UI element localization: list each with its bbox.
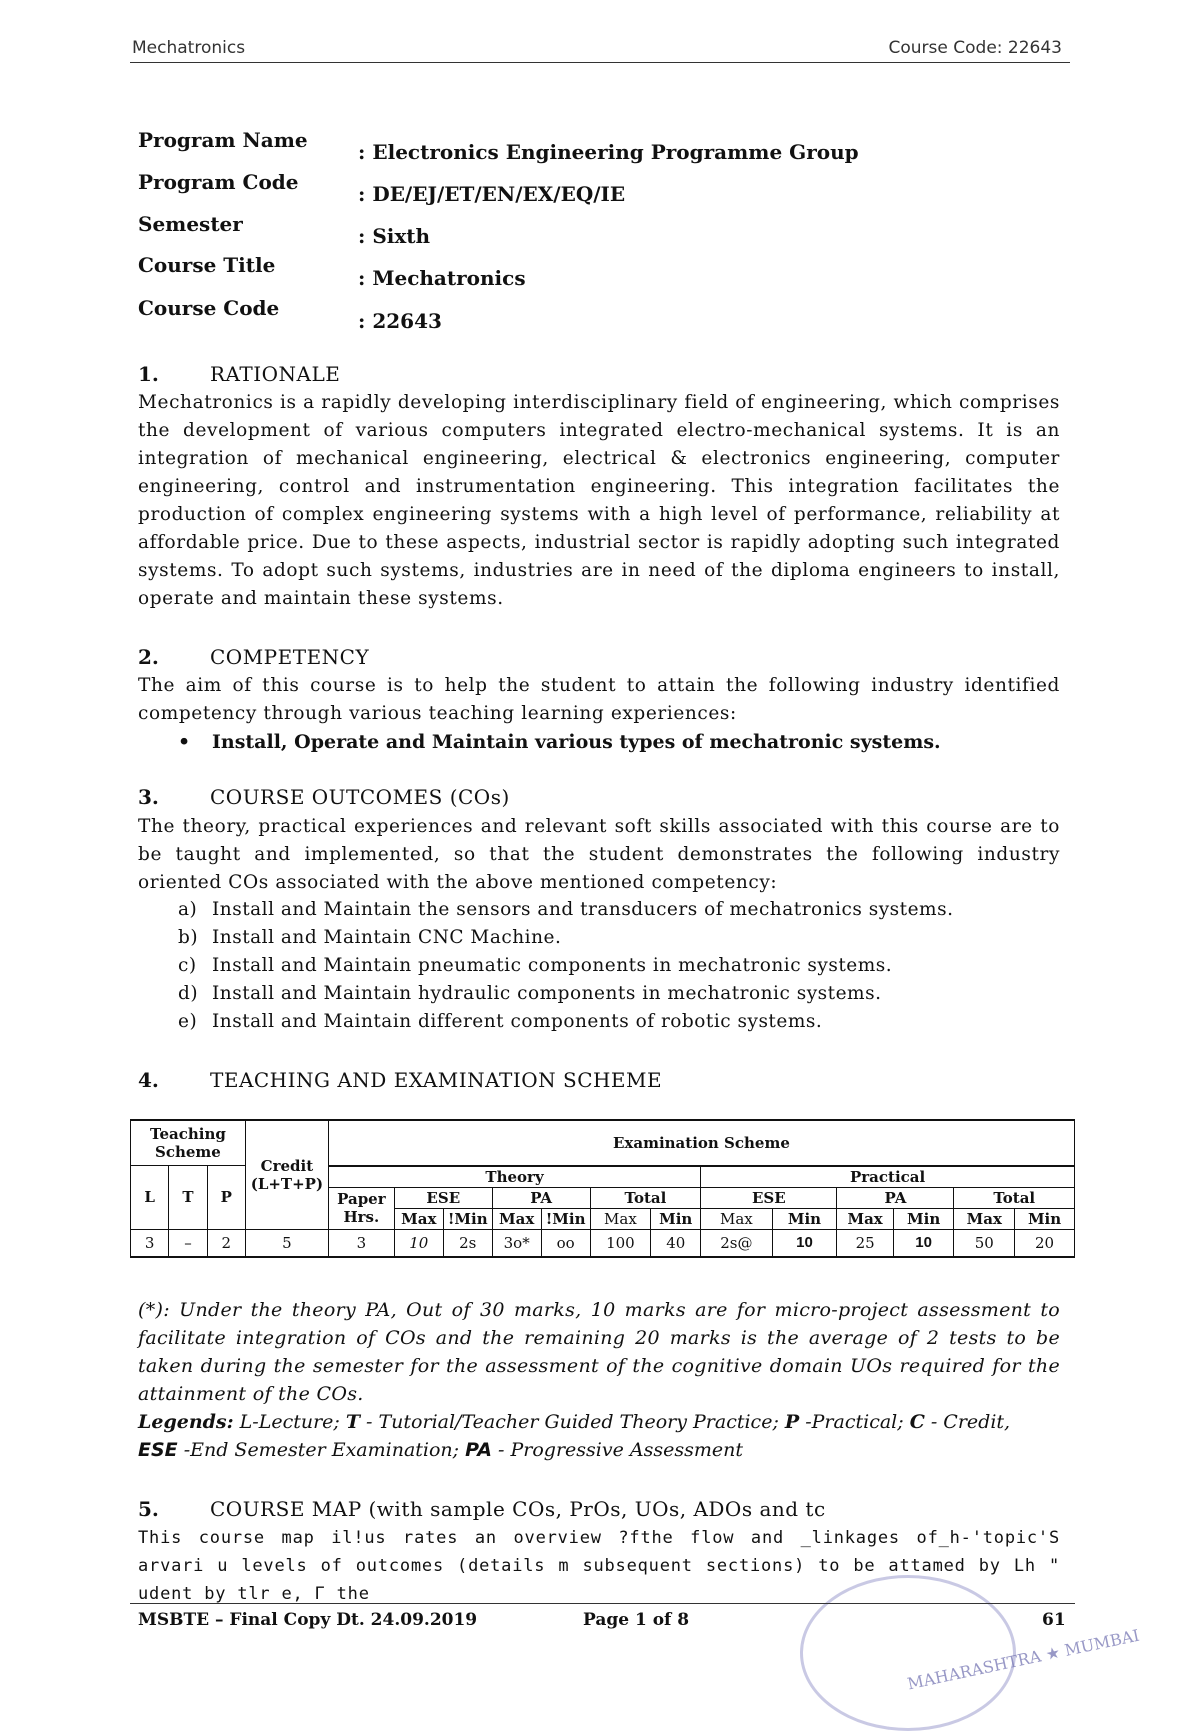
legend-l: L-Lecture; xyxy=(233,1411,346,1433)
cell-theory-pa-max: 3o* xyxy=(492,1229,541,1257)
cell-theory-total-max: 100 xyxy=(590,1229,651,1257)
footer-page-index: 61 xyxy=(1042,1610,1066,1630)
seal-text: MAHARASHTRA ★ MUMBAI xyxy=(905,1625,1142,1694)
course-outcome-item xyxy=(178,1011,822,1032)
cell-l: 3 xyxy=(131,1229,169,1257)
course-outcome-item xyxy=(178,983,881,1004)
cell-practical-pa-min: 10 xyxy=(893,1229,954,1257)
col-l-header: L xyxy=(131,1166,169,1230)
cell-practical-ese-max: 2s@ xyxy=(701,1229,772,1257)
rationale-text: Mechatronics is a rapidly developing interdisciplinary field of engineering, which comprises the development of various computers integrated electro-mechanical systems. It is an integration of mechanical engineering, electrical & electronics engineering, computer engineering, control and instrumentation engineering. This integration facilitates the production of complex engineering systems with a high level of performance, reliability at affordable price. Due to these aspects, industrial sector is rapidly adopting such integrated systems. To adopt such systems, industries are in need of the diploma engineers to install, operate and maintain these systems. xyxy=(138,392,1060,609)
legend-pa: - Progressive Assessment xyxy=(492,1439,743,1461)
col-t-header: T xyxy=(169,1166,207,1230)
col-p-header: P xyxy=(207,1166,245,1230)
theory-pa-header: PA xyxy=(492,1187,590,1208)
section-number: 1. xyxy=(138,362,159,386)
section-rationale-heading xyxy=(138,362,340,386)
paper-hrs-header: Paper Hrs. xyxy=(328,1187,394,1229)
cell-paper-hrs: 3 xyxy=(328,1229,394,1257)
min-header: Min xyxy=(1015,1208,1075,1229)
co-text: Install and Maintain pneumatic components in mechatronic systems. xyxy=(212,955,893,976)
legends xyxy=(138,1408,1060,1464)
max-header: Max xyxy=(837,1208,893,1229)
theory-header: Theory xyxy=(328,1166,700,1188)
semester-label: Semester xyxy=(138,212,243,236)
section-title: COURSE MAP (with sample COs, PrOs, UOs, ADOs and tc xyxy=(210,1497,826,1521)
max-header: Max xyxy=(701,1208,772,1229)
cell-practical-total-max: 50 xyxy=(954,1229,1015,1257)
header-course-code: Course Code: 22643 xyxy=(888,38,1062,58)
course-title-label: Course Title xyxy=(138,253,276,277)
program-code-value: : DE/EJ/ET/EN/EX/EQ/IE xyxy=(358,182,626,206)
program-name-label: Program Name xyxy=(138,128,308,152)
legend-ese-key: ESE xyxy=(138,1439,178,1461)
legend-pa-key: PA xyxy=(465,1439,492,1461)
footer-page-number: Page 1 of 8 xyxy=(583,1610,690,1630)
header-rule xyxy=(130,62,1070,63)
course-code-value: : 22643 xyxy=(358,309,442,333)
legends-label: Legends: xyxy=(138,1411,234,1433)
section-scheme-heading xyxy=(138,1068,662,1092)
teaching-examination-scheme-table xyxy=(130,1119,1075,1258)
min-header: Min xyxy=(893,1208,954,1229)
max-header: Max xyxy=(954,1208,1015,1229)
program-name-value: : Electronics Engineering Programme Group xyxy=(358,140,859,164)
co-letter: d) xyxy=(178,983,199,1004)
co-text: Install and Maintain hydraulic components in mechatronic systems. xyxy=(212,983,882,1004)
cell-theory-ese-max: 10 xyxy=(394,1229,443,1257)
legend-t-key: T xyxy=(345,1411,360,1433)
legend-p: -Practical; xyxy=(799,1411,910,1433)
legend-ese: -End Semester Examination; xyxy=(177,1439,466,1461)
credit-header: Credit (L+T+P) xyxy=(245,1120,328,1229)
legend-c: - Credit, xyxy=(924,1411,1011,1433)
course-outcome-item xyxy=(178,955,892,976)
practical-total-header: Total xyxy=(954,1187,1075,1208)
cell-practical-pa-max: 25 xyxy=(837,1229,893,1257)
theory-ese-header: ESE xyxy=(394,1187,492,1208)
section-title: COURSE OUTCOMES (COs) xyxy=(210,785,510,809)
min-header: !Min xyxy=(541,1208,590,1229)
legend-c-key: C xyxy=(909,1411,925,1433)
cell-practical-total-min: 20 xyxy=(1015,1229,1075,1257)
course-map-text: This course map il!us rates an overview ?fthe flow and _linkages of_h-'topic'S arvari u levels of outcomes (details m subsequent sections) to be attamed by Lh " udent by tlr e, Γ the xyxy=(138,1528,1060,1604)
course-code-label: Course Code xyxy=(138,296,280,320)
course-title-value: : Mechatronics xyxy=(358,266,526,290)
cell-t: – xyxy=(169,1229,207,1257)
min-header: !Min xyxy=(443,1208,492,1229)
min-header: Min xyxy=(651,1208,701,1229)
max-header: Max xyxy=(394,1208,443,1229)
section-course-outcomes-heading xyxy=(138,785,510,809)
program-code-label: Program Code xyxy=(138,170,299,194)
course-outcome-item xyxy=(178,927,561,948)
competency-text: The aim of this course is to help the student to attain the following industry identified competency through various teaching learning experiences: xyxy=(138,675,1060,724)
max-header: Max xyxy=(590,1208,651,1229)
cell-theory-ese-min: 2s xyxy=(443,1229,492,1257)
legend-t: - Tutorial/Teacher Guided Theory Practice; xyxy=(360,1411,785,1433)
section-title: TEACHING AND EXAMINATION SCHEME xyxy=(210,1068,663,1092)
practical-header: Practical xyxy=(701,1166,1075,1188)
theory-pa-note: (*): Under the theory PA, Out of 30 marks, 10 marks are for micro-project assessment to facilitate integration of COs and the remaining 20 marks is the average of 2 tests to be taken during the semester for the assessment of the cognitive domain UOs required for the attainment of the COs. xyxy=(138,1299,1060,1405)
theory-total-header: Total xyxy=(590,1187,701,1208)
co-text: Install and Maintain CNC Machine. xyxy=(212,927,562,948)
section-number: 2. xyxy=(138,645,159,669)
cell-practical-ese-min: 10 xyxy=(772,1229,837,1257)
cell-credit: 5 xyxy=(245,1229,328,1257)
legend-p-key: P xyxy=(784,1411,800,1433)
cell-theory-total-min: 40 xyxy=(651,1229,701,1257)
cell-theory-pa-min: oo xyxy=(541,1229,590,1257)
co-letter: b) xyxy=(178,927,199,948)
practical-ese-header: ESE xyxy=(701,1187,837,1208)
examination-scheme-header: Examination Scheme xyxy=(328,1120,1074,1166)
teaching-scheme-header: Teaching Scheme xyxy=(131,1120,246,1166)
course-outcome-item xyxy=(178,899,953,920)
section-number: 5. xyxy=(138,1497,159,1521)
institution-seal-stamp xyxy=(800,1575,1016,1731)
footer-final-copy: MSBTE – Final Copy Dt. 24.09.2019 xyxy=(138,1610,478,1630)
section-title: RATIONALE xyxy=(210,362,341,386)
course-outcomes-intro: The theory, practical experiences and relevant soft skills associated with this course are to be taught and implemented, so that the student demonstrates the following industry oriented COs associated with the above mentioned competency: xyxy=(138,816,1060,893)
co-text: Install and Maintain different components of robotic systems. xyxy=(212,1011,823,1032)
competency-bullet xyxy=(178,731,941,753)
section-number: 4. xyxy=(138,1068,159,1092)
max-header: Max xyxy=(492,1208,541,1229)
semester-value: : Sixth xyxy=(358,224,431,248)
footer-rule xyxy=(130,1603,1075,1604)
section-number: 3. xyxy=(138,785,159,809)
cell-p: 2 xyxy=(207,1229,245,1257)
section-competency-heading xyxy=(138,645,369,669)
header-course-name: Mechatronics xyxy=(132,38,246,58)
practical-pa-header: PA xyxy=(837,1187,954,1208)
competency-bullet-text: Install, Operate and Maintain various types of mechatronic systems. xyxy=(212,731,941,753)
min-header: Min xyxy=(772,1208,837,1229)
section-course-map-heading xyxy=(138,1497,826,1521)
bullet-icon: • xyxy=(178,731,191,753)
co-text: Install and Maintain the sensors and transducers of mechatronics systems. xyxy=(212,899,954,920)
co-letter: c) xyxy=(178,955,197,976)
co-letter: a) xyxy=(178,899,198,920)
co-letter: e) xyxy=(178,1011,198,1032)
section-title: COMPETENCY xyxy=(210,645,370,669)
